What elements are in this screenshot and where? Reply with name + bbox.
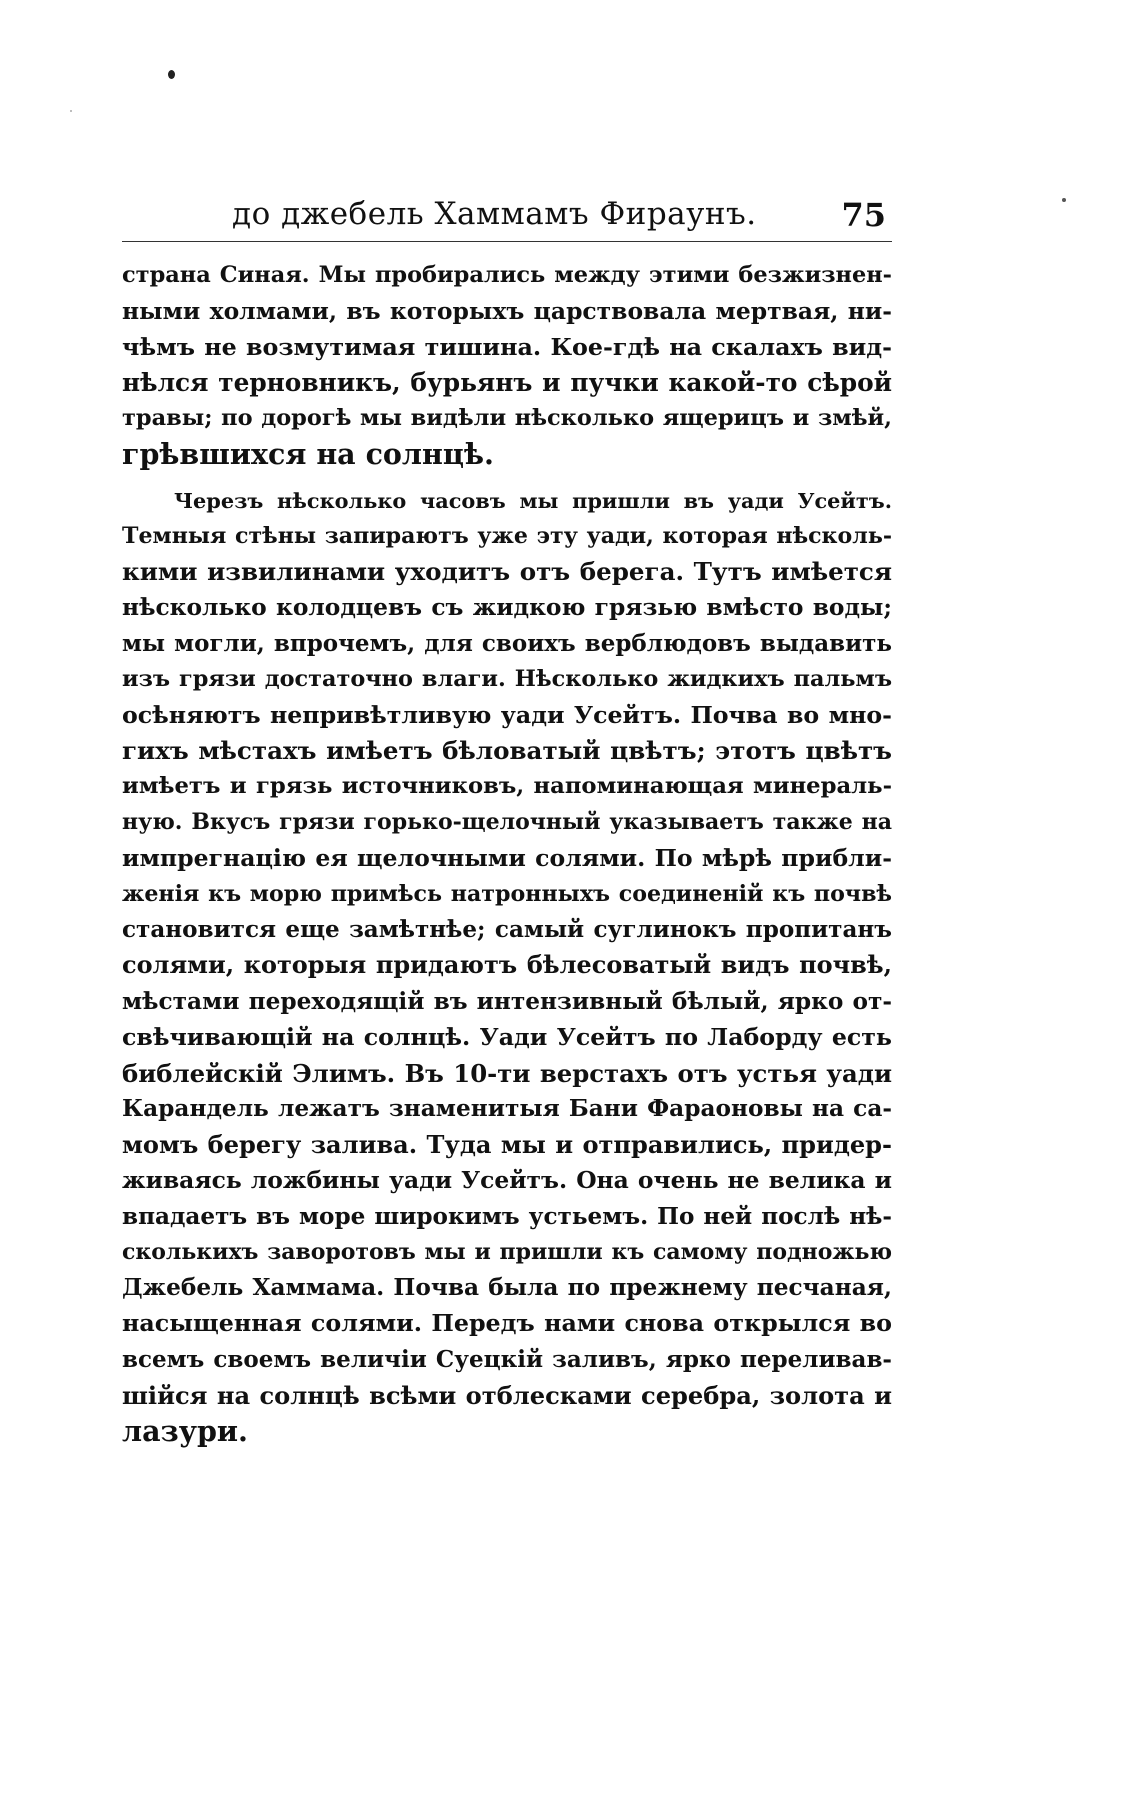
text-line: впадаетъ въ море широкимъ устьемъ. По ней послѣ нѣ- — [122, 1202, 892, 1230]
page-speck — [168, 70, 175, 79]
text-line: живаясь ложбины уади Усейтъ. Она очень не велика и — [122, 1165, 892, 1194]
text-line: ными холмами, въ которыхъ царствовала мертвая, ни- — [122, 296, 892, 325]
text-line: страна Синая. Мы пробирались между этими безжизнен- — [122, 262, 892, 288]
text-line: имѣетъ и грязь источниковъ, напоминающая минераль- — [122, 773, 892, 800]
text-line: лазури. — [122, 1413, 248, 1448]
text-line: момъ берегу залива. Туда мы и отправились, придер- — [122, 1130, 892, 1160]
paragraph — [122, 483, 892, 1450]
text-line: чѣмъ не возмутимая тишина. Кое-гдѣ на скалахъ вид- — [122, 332, 892, 361]
text-line: женія къ морю примѣсь натронныхъ соединеній къ почвѣ — [122, 880, 892, 907]
text-line: мѣстами переходящій въ интензивный бѣлый, ярко от- — [122, 987, 892, 1015]
text-line: библейскій Элимъ. Въ 10-ти верстахъ отъ устья уади — [122, 1058, 892, 1088]
text-line: насыщенная солями. Передъ нами снова открылся во — [122, 1309, 892, 1338]
text-line: шійся на солнцѣ всѣми отблесками серебра, золота и — [122, 1380, 892, 1410]
text-line: кими извилинами уходитъ отъ берега. Тутъ имѣется — [122, 557, 892, 587]
text-line: Темныя стѣны запираютъ уже эту уади, которая нѣсколь- — [122, 522, 892, 549]
text-line: грѣвшихся на солнцѣ. — [122, 436, 494, 471]
text-line: осѣняютъ непривѣтливую уади Усейтъ. Почва во мно- — [122, 700, 892, 729]
text-line: Черезъ нѣсколько часовъ мы пришли въ уади Усейтъ. — [174, 487, 892, 513]
text-line: ную. Вкусъ грязи горько-щелочный указываетъ также на — [122, 808, 892, 835]
text-line: становится еще замѣтнѣе; самый суглинокъ пропитанъ — [122, 916, 892, 944]
text-line: солями, которыя придаютъ бѣлесоватый видъ почвѣ, — [122, 951, 892, 980]
text-line: нѣлся терновникъ, бурьянъ и пучки какой-то сѣрой — [122, 368, 892, 398]
page-header — [122, 196, 892, 242]
text-line: Джебель Хаммама. Почва была по прежнему песчаная, — [122, 1274, 892, 1302]
text-line: Карандель лежатъ знаменитыя Бани Фараоновы на са- — [122, 1095, 892, 1123]
text-line: сколькихъ заворотовъ мы и пришли къ самому подножью — [122, 1238, 892, 1265]
header-rule — [122, 241, 892, 242]
page-number: 75 — [841, 196, 886, 234]
page-speck — [70, 110, 72, 112]
text-line: нѣсколько колодцевъ съ жидкою грязью вмѣсто воды; — [122, 594, 892, 622]
text-line: всемъ своемъ величіи Суецкій заливъ, ярко переливав- — [122, 1345, 892, 1373]
text-line: травы; по дорогѣ мы видѣли нѣсколько ящерицъ и змѣй, — [122, 405, 892, 432]
running-title: до джебель Хаммамъ Фираунъ. — [232, 196, 757, 232]
text-line: мы могли, впрочемъ, для своихъ верблюдовъ выдавить — [122, 629, 892, 657]
text-line: гихъ мѣстахъ имѣетъ бѣловатый цвѣтъ; этотъ цвѣтъ — [122, 736, 892, 766]
text-line: изъ грязи достаточно влаги. Нѣсколько жидкихъ пальмъ — [122, 665, 892, 692]
paragraph — [122, 258, 892, 473]
page-speck — [1062, 198, 1066, 202]
text-line: свѣчивающій на солнцѣ. Уади Усейтъ по Лаборду есть — [122, 1022, 892, 1051]
text-line: импрегнацію ея щелочными солями. По мѣрѣ прибли- — [122, 843, 892, 872]
body-text — [122, 258, 892, 1449]
